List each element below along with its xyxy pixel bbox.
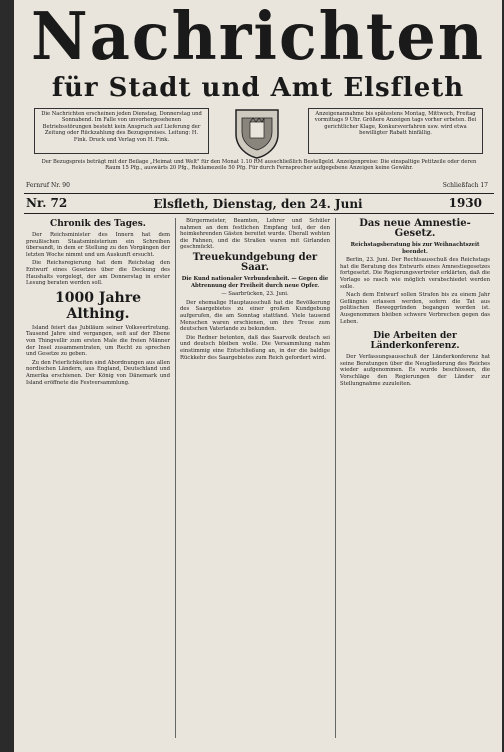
amnesty-paragraph: Berlin, 23. Juni. Der Rechtsausschuß des Reichstags hat die Beratung des Entwurfs eines Amnestiegesetzes fortgesetzt. Die Regierungsvertreter erklärten, daß die Vorlage so rasch wie möglich verabschiedet werden solle. [340,257,490,290]
column-3 [340,218,490,389]
althing-paragraph: Zu den Feierlichkeiten sind Abordnungen aus allen nordischen Ländern, aus England, Deutschland und Amerika erschienen. Der König von Dänemark und Island eröffnete die Festversammlung. [26,359,170,386]
rule-bottom [24,213,494,214]
dateline [14,196,502,212]
saar-dateline: — Saarbrücken, 23. Juni. [221,291,289,298]
amnesty-heading: Das neue Amnestie-Gesetz. [359,218,471,239]
column-divider [335,218,336,738]
saar-heading: Treuekundgebung der Saar. [192,251,318,273]
column-divider [175,218,176,738]
coat-of-arms-icon [228,104,286,160]
laenderkonferenz-heading: Die Arbeiten der Länderkonferenz. [370,331,460,352]
althing-heading: 1000 Jahre Althing. [55,289,141,322]
amnesty-subheading: Reichstagsberatung bis zur Weihnachtszeit beendet. [350,242,480,255]
amnesty-paragraph: Nach dem Entwurf sollen Strafen bis zu einem Jahr Gefängnis erlassen werden, sofern die Tat aus politischen Beweggründen begangen worden ist. Ausgenommen bleiben schwere Verbrechen gegen das Leben. [340,292,490,325]
column-2 [180,218,330,363]
newspaper-page [14,0,502,752]
masthead-subtitle: für Stadt und Amt Elsfleth [51,73,465,103]
masthead-title: Nachrichten [31,0,485,75]
issue-number: Nr. 72 [26,196,68,210]
althing-paragraph: Island feiert das Jubiläum seiner Volksvertretung. Tausend Jahre sind vergangen, seit auf der Ebene von Thingvellir zum ersten Male die freien Männer der Insel zusammentraten, um Recht zu sprechen und Gesetze zu geben. [26,324,170,358]
chronicle-heading: Chronik des Tages. [50,219,146,229]
rule-top [24,193,494,194]
saar-paragraph: Die Redner betonten, daß das Saarvolk deutsch sei und deutsch bleiben wolle. Die Versammlung nahm einstimmig eine Entschließung an, in der die baldige Rückkehr des Saargebietes zum Reich gefordert wird. [180,334,330,361]
chronicle-paragraph: Der Reichsminister des Innern hat dem preußischen Staatsministerium ein Schreiben übersandt, in dem er Stellung zu den Vorgängen der letzten Woche nimmt und um Auskunft ersucht. [26,232,170,258]
article-paragraph: Bürgermeister, Beamten, Lehrer und Schüler nahmen an dem festlichen Empfang teil, der den heimkehrenden Gästen bereitet wurde. Überall wehten die Fahnen, und die Straßen waren mit Girlanden geschmückt. [180,218,330,251]
chronicle-paragraph: Die Reichsregierung hat dem Reichstag den Entwurf eines Gesetzes über die Deckung des Haushalts vorgelegt, der am Donnerstag in erster Lesung beraten werden soll. [26,260,170,287]
publication-info-box: Die Nachrichten erscheinen jeden Dienstag, Donnerstag und Sonnabend. Im Falle von unvorhergesehenen Betriebsstörungen besteht kein Anspruch auf Lieferung der Zeitung oder Rückzahlung des Bezugspreises. Leitung: H. Fink. Druck und Verlag von H. Fink. [34,108,209,154]
issue-year: 1930 [448,196,482,210]
issue-date: Elsfleth, Dienstag, den 24. Juni [153,197,363,211]
phone-number: Fernruf Nr. 90 [26,182,70,189]
po-box: Schließfach 17 [442,182,488,189]
saar-paragraph: Der ehemalige Hauptausschuß hat die Bevölkerung des Saargebietes zu einer großen Kundgebung aufgerufen, die am Sonntag stattfand. Viele tausend Menschen waren erschienen, um ihre Treue zum deutschen Vaterlande zu bekunden. [180,299,330,333]
subscription-notice: Der Bezugspreis beträgt mit der Beilage „Heimat und Welt" für den Monat 1.10 RM ausschließlich Bestellgeld. Anzeigenpreise: Die einspaltige Petitzeile oder deren Raum 15 Pfg., auswärts 20 Pfg., Reklamezeile 50 Pfg. Für durch Fernsprecher aufgegebene Anzeigen keine Gewähr. [41,159,477,172]
advertising-info-box: Anzeigenannahme bis spätestens Montag, Mittwoch, Freitag vormittags 9 Uhr. Größere Anzeigen tags vorher erbeten. Bei gerichtlicher Klage, Konkursverfahren usw. wird etwa bewilligter Rabatt hinfällig. [308,108,483,154]
column-1 [26,218,170,388]
laenderkonferenz-paragraph: Der Verfassungsausschuß der Länderkonferenz hat seine Beratungen über die Neugliederung des Reiches wieder aufgenommen. Es wurde beschlossen, die Vorschläge den Regierungen der Länder zur Stellungnahme zuzuleiten. [340,354,490,387]
saar-subheading: Die Kund nationaler Verbundenheit. — Gegen die Abtrennung der Freiheit durch neue Opfer. [181,275,329,289]
